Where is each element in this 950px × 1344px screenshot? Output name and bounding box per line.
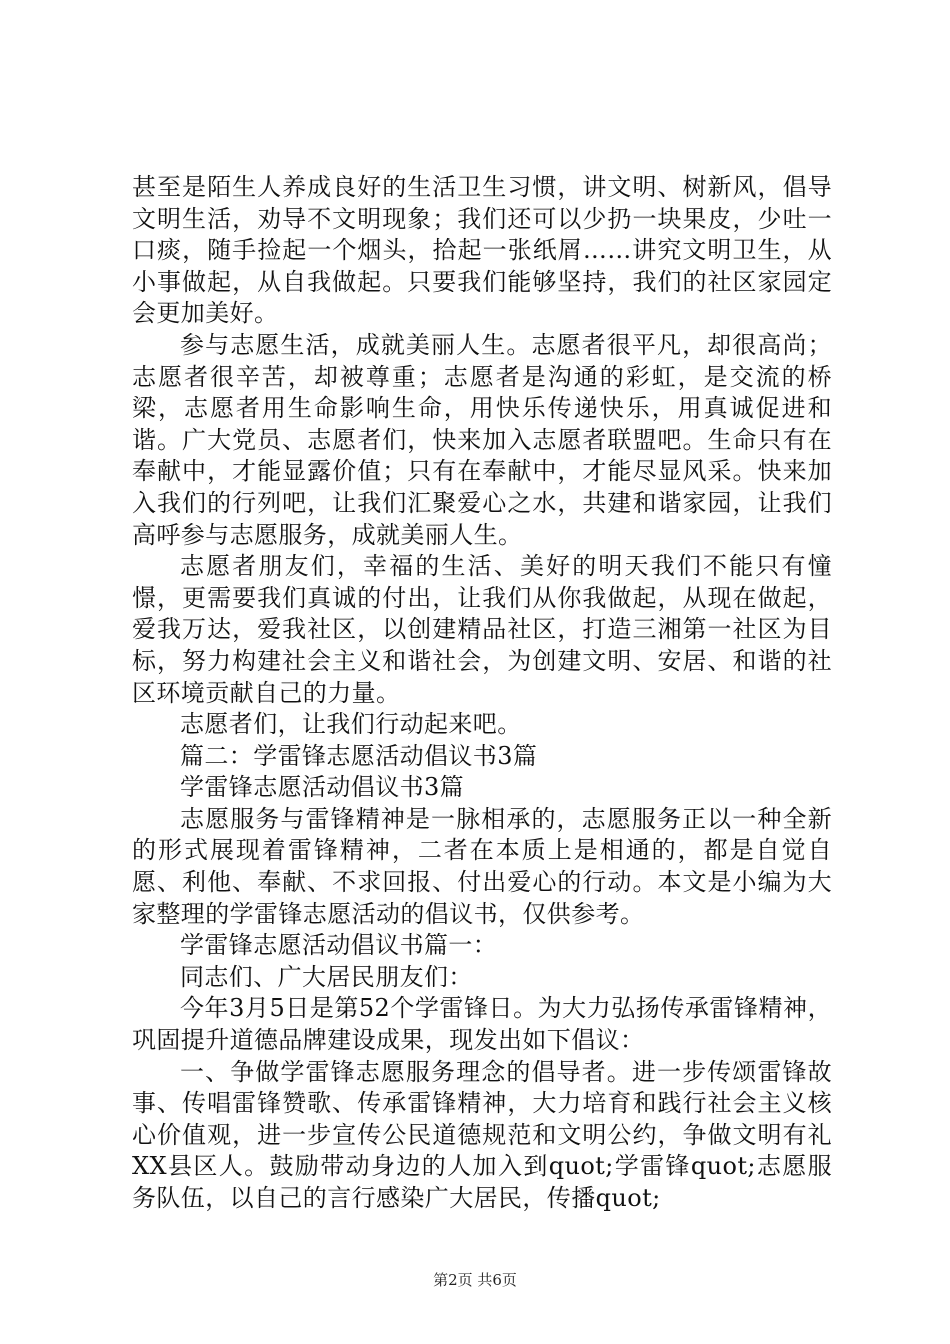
paragraph-volunteer-life: 参与志愿生活，成就美丽人生。志愿者很平凡，却很高尚；志愿者很辛苦，却被尊重；志愿者是沟通的彩虹，是交流的桥梁，志愿者用生命影响生命，用快乐传递快乐，用真诚促进和谐。广大党员、志愿者们，快来加入志愿者联盟吧。生命只有在奉献中，才能显露价值；只有在奉献中，才能尽显风采。快来加入我们的行列吧，让我们汇聚爱心之水，共建和谐家园，让我们高呼参与志愿服务，成就美丽人生。 xyxy=(132,330,832,549)
paragraph-announcement: 今年3月5日是第52个学雷锋日。为大力弘扬传承雷锋精神，巩固提升道德品牌建设成果，现发出如下倡议： xyxy=(132,994,832,1055)
paragraph-intro: 志愿服务与雷锋精神是一脉相承的，志愿服务正以一种全新的形式展现着雷锋精神，二者在本质上是相通的，都是自觉自愿、利他、奉献、不求回报、付出爱心的行动。本文是小编为大家整理的学雷锋志愿活动的倡议书，仅供参考。 xyxy=(132,804,832,928)
paragraph-continuation: 甚至是陌生人养成良好的生活卫生习惯，讲文明、树新风，倡导文明生活，劝导不文明现象；我们还可以少扔一块果皮，少吐一口痰，随手捡起一个烟头，拾起一张纸屑……讲究文明卫生，从小事做起，从自我做起。只要我们能够坚持，我们的社区家园定会更加美好。 xyxy=(132,173,832,328)
page-number-footer: 第2页 共6页 xyxy=(433,1271,517,1289)
section-title: 学雷锋志愿活动倡议书3篇 xyxy=(180,773,465,802)
paragraph-volunteer-friends: 志愿者朋友们，幸福的生活、美好的明天我们不能只有憧憬，更需要我们真诚的付出，让我们从你我做起，从现在做起，爱我万达，爱我社区，以创建精品社区，打造三湘第一社区为目标，努力构建社会主义和谐社会，为创建文明、安居、和谐的社区环境贡献自己的力量。 xyxy=(132,552,832,707)
paragraph-proposal-one: 一、争做学雷锋志愿服务理念的倡导者。进一步传颂雷锋故事、传唱雷锋赞歌、传承雷锋精神，大力培育和践行社会主义核心价值观，进一步宣传公民道德规范和文明公约，争做文明有礼XX县区人。鼓励带动身边的人加入到quot;学雷锋quot;志愿服务队伍，以自己的言行感染广大居民，传播quot; xyxy=(132,1057,832,1212)
salutation: 同志们、广大居民朋友们： xyxy=(180,962,473,991)
section-heading-part-two: 篇二：学雷锋志愿活动倡议书3篇 xyxy=(180,741,538,770)
paragraph-call-to-action: 志愿者们，让我们行动起来吧。 xyxy=(180,710,522,739)
document-body xyxy=(132,172,832,1215)
subsection-heading: 学雷锋志愿活动倡议书篇一： xyxy=(180,931,498,960)
